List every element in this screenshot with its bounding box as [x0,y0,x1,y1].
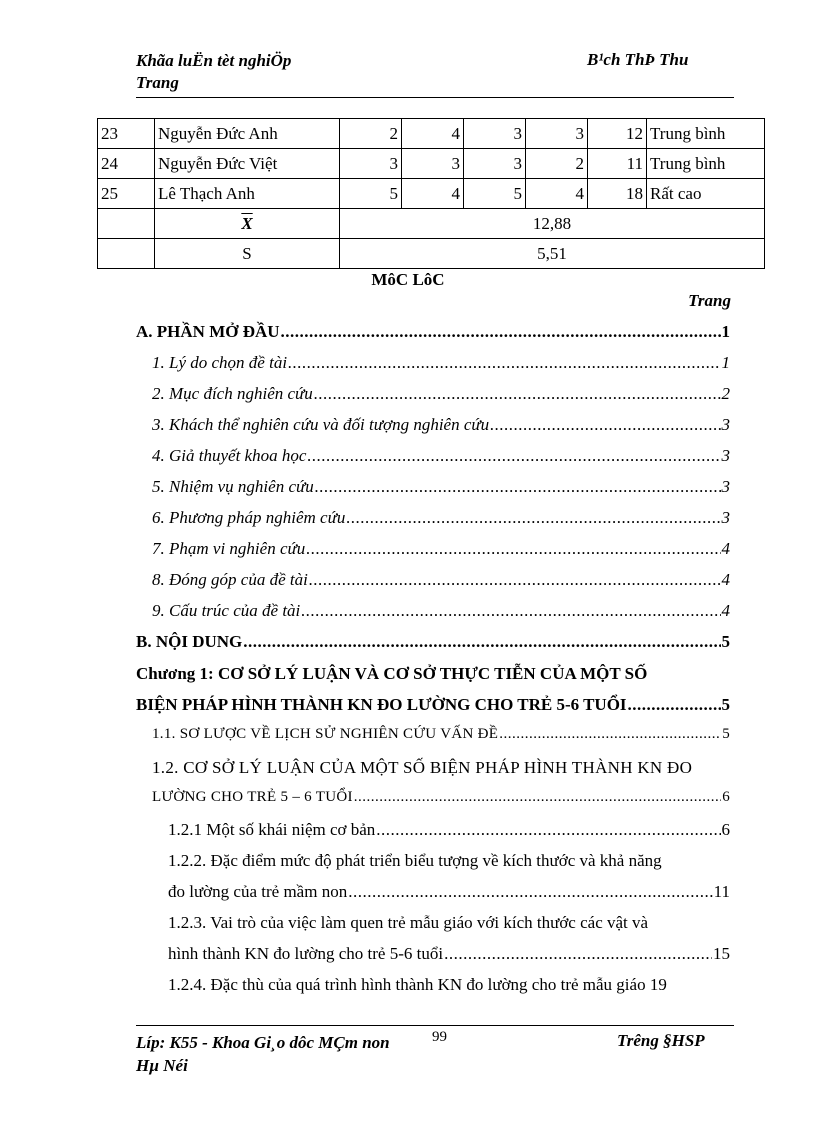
toc-entry: 3. Khách thể nghiên cứu và đối tượng nghiên cứu ..... 3 [152,415,730,445]
cell-rank: Trung bình [647,119,765,149]
sd-row [98,239,765,269]
toc-entry-line: 1.2.3. Vai trò của việc làm quen trẻ mẫu giáo với kích thước các vật và [168,913,649,932]
cell-stt: 25 [98,179,155,209]
toc-entry: 1.1. SƠ LƯỢC VỀ LỊCH SỬ NGHIÊN CỨU VẤN ĐỀ ..... 5 [152,726,730,756]
cell-total: 11 [588,149,647,179]
cell-score: 3 [402,149,464,179]
toc-entry: B. NỘI DUNG ..... 5 [136,632,730,662]
cell-score: 3 [464,149,526,179]
cell-total: 12 [588,119,647,149]
header-divider [136,97,734,98]
toc-entry: 7. Phạm vi nghiên cứu ..... 4 [152,539,730,569]
cell-stt: 23 [98,119,155,149]
cell-score: 3 [526,119,588,149]
footer-school: Trêng §HSP [617,1031,705,1050]
sd-label: S [155,239,340,269]
page-number: 99 [432,1029,447,1045]
document-footer-left [136,1031,390,1077]
cell-name: Nguyễn Đức Việt [155,149,340,179]
toc-entry-line: 1.2.4. Đặc thù của quá trình hình thành KN đo lường cho trẻ mẫu giáo 19 [168,975,667,994]
score-table [97,118,765,269]
cell-score: 3 [464,119,526,149]
document-header-left [136,50,291,94]
cell-total: 18 [588,179,647,209]
toc-page-column-label: Trang [688,291,731,310]
footer-city-label: Hµ Néi [136,1056,188,1075]
cell-score: 4 [402,179,464,209]
mean-label: $\overline{X}$ [155,209,340,239]
toc-entry: 4. Giả thuyết khoa học ..... 3 [152,446,730,476]
table-row [98,119,765,149]
cell-score: 5 [340,179,402,209]
toc-entry: LƯỜNG CHO TRẺ 5 – 6 TUỔI ..... 6 [152,789,730,819]
cell-score: 4 [526,179,588,209]
toc-entry: hình thành KN đo lường cho trẻ 5-6 tuổi ..... 15 [168,944,730,974]
cell-score: 5 [464,179,526,209]
toc-entry: BIỆN PHÁP HÌNH THÀNH KN ĐO LƯỜNG CHO TRẺ 5-6 TUỔI ..... 5 [136,695,730,725]
cell-name: Nguyễn Đức Anh [155,119,340,149]
toc-entry: A. PHẦN MỞ ĐẦU ..... 1 [136,322,730,352]
cell-stt: 24 [98,149,155,179]
cell-score: 4 [402,119,464,149]
toc-entry: 1. Lý do chọn đề tài ..... 1 [152,353,730,383]
toc-entry: 1.2.1 Một số khái niệm cơ bản ..... 6 [168,820,730,850]
toc-entry: 9. Cấu trúc của đề tài ..... 4 [152,601,730,631]
cell-score: 3 [340,149,402,179]
sd-value: 5,51 [340,239,765,269]
cell-empty [98,239,155,269]
mean-value: 12,88 [340,209,765,239]
toc-entry: 8. Đóng góp của đề tài ..... 4 [152,570,730,600]
toc-entry: 6. Phương pháp nghiêm cứu ..... 3 [152,508,730,538]
table-row [98,149,765,179]
cell-score: 2 [526,149,588,179]
toc-entry: 5. Nhiệm vụ nghiên cứu ..... 3 [152,477,730,507]
footer-class-label: Líp: K55 - Khoa Gi¸o dôc MÇm non [136,1033,390,1052]
toc-entry: 2. Mục đích nghiên cứu ..... 2 [152,384,730,414]
toc-entry-line: Chương 1: CƠ SỞ LÝ LUẬN VÀ CƠ SỞ THỰC TIỄN CỦA MỘT SỐ [136,664,648,683]
cell-score: 2 [340,119,402,149]
cell-rank: Trung bình [647,149,765,179]
toc-entry: đo lường của trẻ mầm non ..... 11 [168,882,730,912]
footer-divider [136,1025,734,1026]
toc-entry-line: 1.2.2. Đặc điểm mức độ phát triển biểu tượng về kích thước và khả năng [168,851,662,870]
mean-row [98,209,765,239]
toc-entry-line: 1.2. CƠ SỞ LÝ LUẬN CỦA MỘT SỐ BIỆN PHÁP HÌNH THÀNH KN ĐO [152,758,693,777]
toc-title: MôC LôC [371,270,445,289]
cell-name: Lê Thạch Anh [155,179,340,209]
header-trang-label: Trang [136,73,179,92]
header-author: B¹ch ThÞ Thu [587,50,689,69]
table-row [98,179,765,209]
cell-rank: Rất cao [647,179,765,209]
cell-empty [98,209,155,239]
header-thesis-label: Khãa luËn tèt nghiÖp [136,51,292,70]
